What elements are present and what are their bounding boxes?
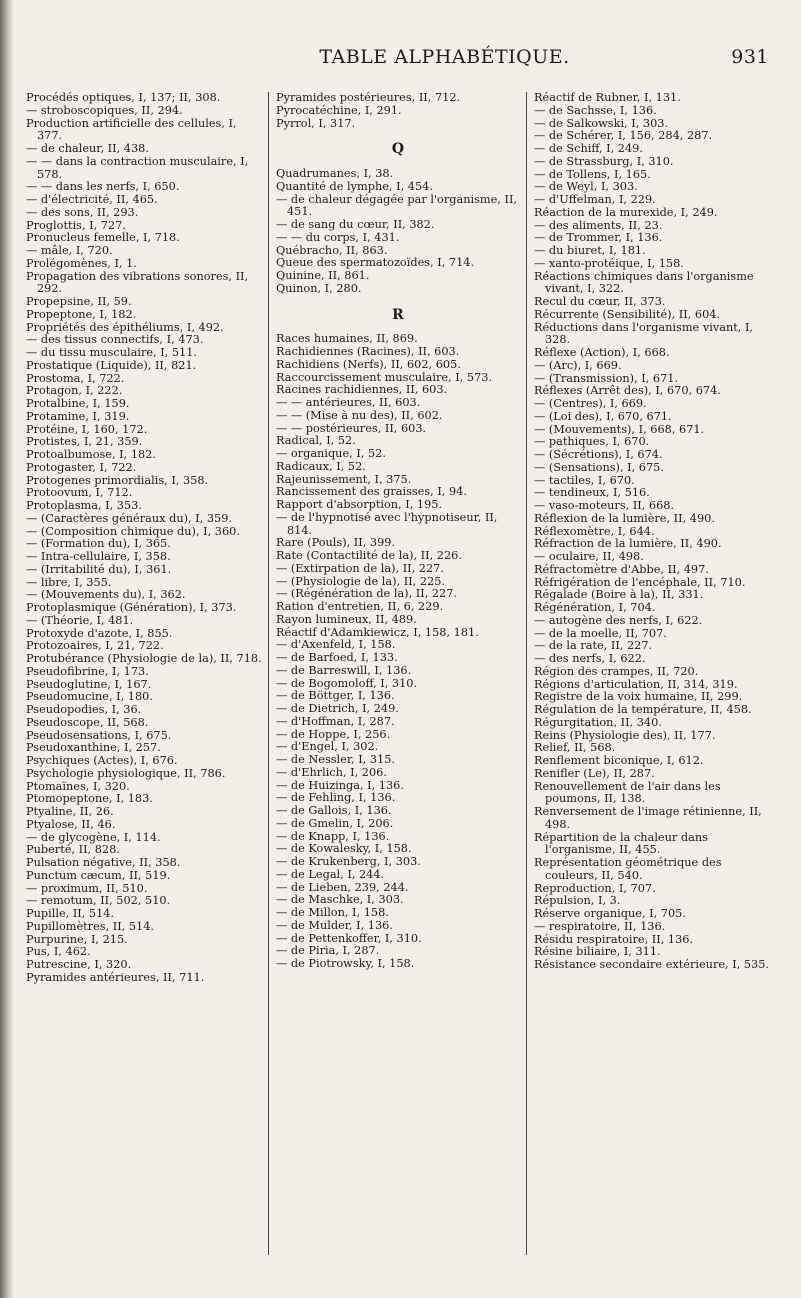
index-entry: — de Huizinga, I, 136. [276, 778, 404, 792]
index-entry: Pseudosensations, I, 675. [26, 728, 172, 742]
index-entry: — (Régénération de la), II, 227. [276, 587, 458, 601]
index-entry: Relief, II, 568. [534, 741, 616, 755]
index-entry: Reproduction, I, 707. [534, 881, 656, 895]
index-column-2 [276, 92, 520, 971]
index-entry: Réactions chimiques dans l'organisme vivant, I, 322. [534, 269, 754, 296]
index-entry: — des nerfs, I, 622. [534, 652, 646, 665]
section-letter-q: Q [391, 141, 405, 158]
index-entry: Quantité de lymphe, I, 454. [276, 179, 433, 193]
index-entry: — proximum, II, 510. [26, 881, 148, 895]
index-entry: — (Transmission), I, 671. [534, 371, 679, 385]
index-entry: Québracho, II, 863. [276, 243, 388, 257]
index-entry: Purpurine, I, 215. [26, 932, 128, 946]
index-entry: — de chaleur, II, 438. [26, 142, 149, 155]
index-entry: — de Millon, I, 158. [276, 906, 389, 919]
index-entry: Registre de la voix humaine, II, 299. [534, 690, 743, 704]
index-entry: — de Weyl, I, 303. [534, 180, 638, 194]
index-entry: — (Mouvements du), I, 362. [26, 588, 186, 602]
index-entry: Pseudopodies, I, 36. [26, 703, 142, 716]
index-entry: Pupillomètres, II, 514. [26, 919, 155, 933]
index-entry: — — postérieures, II, 603. [276, 421, 427, 435]
index-entry: Protamine, I, 319. [26, 409, 130, 423]
index-entry: Régurgitation, II, 340. [534, 715, 662, 729]
index-entry: — (Loi des), I, 670, 671. [534, 409, 672, 423]
index-entry: — de Bogomoloff, I, 310. [276, 676, 418, 690]
index-entry: — (Composition chimique du), I, 360. [26, 524, 240, 538]
index-entry: — de Nessler, I, 315. [276, 753, 395, 766]
index-entry: — libre, I, 355. [26, 575, 112, 589]
index-entry: Régalade (Boire à la), II, 331. [534, 588, 704, 602]
index-entry: — de sang du cœur, II, 382. [276, 218, 435, 231]
index-entry: Quinon, I, 280. [276, 281, 362, 295]
index-entry: Régulation de la température, II, 458. [534, 703, 752, 716]
index-entry: Répartition de la chaleur dans l'organisme, II, 455. [534, 830, 708, 857]
index-entry: — stroboscopiques, II, 294. [26, 103, 183, 117]
index-entry: Ptyalose, II, 46. [26, 817, 116, 831]
index-entry: Pupille, II, 514. [26, 907, 115, 920]
index-entry: — (Physiologie de la), II, 225. [276, 574, 446, 588]
page-number: 931 [731, 46, 769, 68]
index-entry: Renflement biconique, I, 612. [534, 754, 704, 767]
index-entry: — de l'hypnotisé avec l'hypnotiseur, II, 814. [276, 510, 498, 537]
index-entry: Protozoaires, I, 21, 722. [26, 639, 164, 653]
index-entry: Réflexomètre, I, 644. [534, 524, 655, 538]
index-entry: Rate (Contactilité de la), II, 226. [276, 549, 462, 562]
index-column-3 [534, 92, 774, 972]
index-entry: — de Sachsse, I, 136. [534, 103, 657, 117]
index-entry: Quinine, II, 861. [276, 269, 370, 282]
index-entry: — de Piotrowsky, I, 158. [276, 957, 415, 970]
index-entry: Puberté, II, 828. [26, 843, 120, 857]
index-entry: Renouvellement de l'air dans les poumons, II, 138. [534, 779, 721, 806]
index-entry: — de Barreswill, I, 136. [276, 663, 412, 677]
index-entry: — vaso-moteurs, II, 668. [534, 499, 675, 512]
index-entry: — de Hoppe, I, 256. [276, 727, 391, 741]
index-entry: Radical, I, 52. [276, 434, 356, 448]
index-entry: Raccourcissement musculaire, I, 573. [276, 370, 493, 384]
index-entry: — de Schiff, I, 249. [534, 142, 643, 155]
index-entry: Rancissement des graisses, I, 94. [276, 485, 467, 499]
index-entry: — de Strassburg, I, 310. [534, 154, 674, 168]
index-entry: — de Piria, I, 287. [276, 944, 380, 958]
index-entry: — tactiles, I, 670. [534, 473, 635, 487]
index-entry: Propepsine, II, 59. [26, 295, 132, 308]
index-entry: — de Lieben, 239, 244. [276, 880, 409, 894]
index-entry: — de Mulder, I, 136. [276, 918, 393, 932]
index-entry: — (Sensations), I, 675. [534, 460, 664, 474]
index-entry: — (Centres), I, 669. [534, 397, 647, 410]
index-entry: — des aliments, II, 23. [534, 218, 663, 232]
index-entry: Pyramides postérieures, II, 712. [276, 91, 461, 104]
index-entry: — mâle, I, 720. [26, 244, 113, 257]
index-entry: — de Gmelin, I, 206. [276, 816, 394, 830]
index-entry: — (Irritabilité du), I, 361. [26, 562, 172, 576]
index-entry: Protistes, I, 21, 359. [26, 435, 143, 449]
index-entry: — — (Mise à nu des), II, 602. [276, 408, 443, 422]
index-entry: Production artificielle des cellules, I, 377. [26, 116, 237, 143]
index-entry: Rapport d'absorption, I, 195. [276, 498, 443, 511]
section-r-entries [276, 333, 520, 971]
index-entry: Protoplasmique (Génération), I, 373. [26, 601, 237, 614]
index-entry: Psychologie physiologique, II, 786. [26, 766, 226, 780]
index-entry: Réfractomètre d'Abbe, II, 497. [534, 562, 709, 576]
index-entry: — de Kowalesky, I, 158. [276, 842, 412, 856]
index-entry: — de Barfoed, I, 133. [276, 651, 398, 664]
index-entry: — de Legal, I, 244. [276, 867, 385, 881]
index-entry: Récurrente (Sensibilité), II, 604. [534, 307, 721, 321]
index-entry: Ptyaline, II, 26. [26, 805, 114, 818]
index-entry: — de Tollens, I, 165. [534, 167, 651, 181]
index-entry: Réductions dans l'organisme vivant, I, 328. [534, 320, 753, 347]
index-entry: Protoovum, I, 712. [26, 486, 133, 500]
index-entry: — Intra-cellulaire, I, 358. [26, 550, 171, 563]
index-entry: — (Sécrétions), I, 674. [534, 448, 663, 461]
index-entry: Pseudoglutine, I, 167. [26, 677, 152, 691]
index-entry: Réserve organique, I, 705. [534, 907, 686, 920]
index-entry: — d'Axenfeld, I, 158. [276, 638, 396, 652]
index-entry: Pus, I, 462. [26, 945, 91, 959]
index-entry: Races humaines, II, 869. [276, 332, 418, 346]
index-entry: Rachidiens (Nerfs), II, 602, 605. [276, 357, 461, 371]
index-entry: Régions d'articulation, II, 314, 319. [534, 677, 738, 691]
index-entry: Pseudomucine, I, 180. [26, 690, 153, 704]
index-entry: — (Arc), I, 669. [534, 358, 622, 372]
index-entry: Racines rachidiennes, II, 603. [276, 383, 448, 397]
index-entry: — autogène des nerfs, I, 622. [534, 613, 703, 627]
index-entry: — de Krukenberg, I, 303. [276, 855, 421, 868]
index-entry: — remotum, II, 502, 510. [26, 894, 171, 908]
index-entry: Réactif de Rubner, I, 131. [534, 91, 681, 104]
index-entry: Recul du cœur, II, 373. [534, 295, 666, 308]
index-column-1 [26, 92, 262, 985]
index-entry: — d'Uffelman, I, 229. [534, 193, 656, 206]
index-entry: — tendineux, I, 516. [534, 486, 650, 500]
index-entry: Représentation géométrique des couleurs, II, 540. [534, 856, 722, 882]
index-entry: — de Pettenkoffer, I, 310. [276, 931, 422, 945]
index-entry: Ration d'entretien, II, 6, 229. [276, 600, 444, 613]
index-entry: Prostoma, I, 722. [26, 371, 125, 385]
index-entry: Renifler (Le), II, 287. [534, 766, 655, 780]
index-entry: Pyrocatéchine, I, 291. [276, 103, 402, 117]
index-entry: — de la rate, II, 227. [534, 639, 653, 653]
index-entry: — — dans les nerfs, I, 650. [26, 180, 180, 194]
index-entry: Reins (Physiologie des), II, 177. [534, 728, 716, 742]
index-entry: — de Salkowski, I, 303. [534, 116, 669, 130]
index-entry: Rachidiennes (Racines), II, 603. [276, 345, 460, 358]
index-entry: — oculaire, II, 498. [534, 550, 644, 563]
index-entry: — des sons, II, 293. [26, 205, 139, 219]
index-entry: Rayon lumineux, II, 489. [276, 612, 417, 626]
index-entry: Pyramides antérieures, II, 711. [26, 970, 205, 984]
index-entry: Propriétés des épithéliums, I, 492. [26, 320, 224, 334]
column-divider-2 [526, 92, 527, 1255]
index-entry: — des tissus connectifs, I, 473. [26, 333, 204, 347]
index-entry: Prostatique (Liquide), II, 821. [26, 358, 197, 372]
index-entry: Propagation des vibrations sonores, II, 292. [26, 269, 249, 296]
index-entry: — d'Hoffman, I, 287. [276, 714, 395, 728]
index-entry: — (Caractères généraux du), I, 359. [26, 511, 232, 525]
index-entry: — — du corps, I, 431. [276, 230, 400, 244]
section-q-entries [276, 168, 520, 296]
column-divider-1 [268, 92, 269, 1255]
index-entry: Pyrrol, I, 317. [276, 116, 356, 130]
index-entry: Répulsion, I, 3. [534, 894, 621, 908]
column-2-top-entries [276, 92, 520, 130]
index-entry: — — dans la contraction musculaire, I, 578. [26, 154, 249, 181]
index-entry: Pronucleus femelle, I, 718. [26, 231, 180, 245]
index-entry: Réactif d'Adamkiewicz, I, 158, 181. [276, 625, 479, 639]
index-entry: Protoxyde d'azote, I, 855. [26, 626, 173, 640]
index-entry: — de Knapp, I, 136. [276, 829, 390, 843]
index-entry: — de Böttger, I, 136. [276, 689, 395, 703]
index-entry: — d'électricité, II, 465. [26, 193, 158, 206]
index-entry: Réfrigération de l'encéphale, II, 710. [534, 575, 746, 589]
index-entry: Résistance secondaire extérieure, I, 535. [534, 958, 770, 971]
index-entry: — de la moelle, II, 707. [534, 626, 667, 640]
index-entry: Région des crampes, II, 720. [534, 664, 699, 678]
index-entry: — de Dietrich, I, 249. [276, 702, 399, 715]
index-entry: — — antérieures, II, 603. [276, 396, 421, 409]
index-entry: Procédés optiques, I, 137; II, 308. [26, 91, 221, 104]
index-entry: Proglottis, I, 727. [26, 218, 126, 232]
index-entry: Régénération, I, 704. [534, 601, 656, 614]
index-entry: Psychiques (Actes), I, 676. [26, 754, 178, 767]
index-entry: — (Formation du), I, 365. [26, 537, 171, 551]
index-entry: — du biuret, I, 181. [534, 244, 646, 257]
index-entry: Renversement de l'image rétinienne, II, 498. [534, 805, 762, 831]
page-header [120, 46, 769, 76]
index-entry: — respiratoire, II, 136. [534, 919, 666, 933]
index-entry: Ptomaïnes, I, 320. [26, 779, 130, 793]
index-entry: — du tissu musculaire, I, 511. [26, 346, 198, 359]
index-entry: Réflexe (Action), I, 668. [534, 346, 670, 359]
index-entry: Pulsation négative, II, 358. [26, 856, 181, 869]
index-entry: — de chaleur dégagée par l'organisme, II, 451. [276, 192, 518, 219]
index-entry: Résidu respiratoire, II, 136. [534, 932, 694, 946]
index-entry: — (Extirpation de la), II, 227. [276, 561, 444, 575]
book-spine-shadow [0, 0, 14, 1298]
index-entry: Pseudoscope, II, 568. [26, 715, 149, 729]
index-entry: — de glycogène, I, 114. [26, 830, 161, 844]
index-entry: Réaction de la murexide, I, 249. [534, 205, 718, 219]
index-entry: Rare (Pouls), II, 399. [276, 536, 396, 550]
index-entry: — d'Engel, I, 302. [276, 740, 379, 754]
running-title: TABLE ALPHABÉTIQUE. [319, 46, 570, 68]
index-entry: Protubérance (Physiologie de la), II, 718. [26, 652, 262, 665]
index-entry: Protéine, I, 160, 172. [26, 422, 148, 436]
index-entry: Pseudoxanthine, I, 257. [26, 741, 161, 755]
index-entry: — d'Ehrlich, I, 206. [276, 765, 387, 779]
index-entry: Radicaux, I, 52. [276, 459, 366, 473]
index-entry: — xanto-protéique, I, 158. [534, 256, 684, 270]
index-entry: Protoalbumose, I, 182. [26, 448, 156, 461]
index-entry: — de Gallois, I, 136. [276, 804, 392, 817]
index-entry: — de Fehling, I, 136. [276, 791, 396, 805]
index-entry: Résine biliaire, I, 311. [534, 945, 661, 959]
index-entry: — organique, I, 52. [276, 447, 386, 460]
index-entry: Protagon, I, 222. [26, 384, 123, 398]
index-entry: — de Schérer, I, 156, 284, 287. [534, 129, 713, 143]
index-entry: Punctum cæcum, II, 519. [26, 868, 171, 882]
index-entry: Protogenes primordialis, I, 358. [26, 473, 209, 487]
index-entry: Pseudofibrine, I, 173. [26, 664, 149, 678]
index-entry: Réflexion de la lumière, II, 490. [534, 511, 715, 525]
index-entry: Protalbine, I, 159. [26, 397, 130, 410]
index-entry: Putrescine, I, 320. [26, 958, 132, 971]
index-entry: — (Théorie, I, 481. [26, 613, 134, 627]
index-entry: Réfraction de la lumière, II, 490. [534, 537, 722, 551]
index-entry: — pathiques, I, 670. [534, 435, 650, 449]
index-entry: Réflexes (Arrêt des), I, 670, 674. [534, 384, 721, 398]
index-entry: Protoplasma, I, 353. [26, 499, 142, 512]
index-entry: Protogaster, I, 722. [26, 460, 137, 474]
index-entry: Quadrumanes, I, 38. [276, 167, 394, 180]
index-entry: Ptomopeptone, I, 183. [26, 792, 153, 806]
index-entry: — de Maschke, I, 303. [276, 893, 404, 907]
index-entry: Propeptone, I, 182. [26, 307, 137, 321]
index-entry: Queue des spermatozoïdes, I, 714. [276, 256, 475, 270]
section-letter-r: R [392, 306, 404, 323]
index-entry: — de Trommer, I, 136. [534, 231, 663, 245]
index-entry: Prolégomènes, I, 1. [26, 256, 137, 270]
index-entry: — (Mouvements), I, 668, 671. [534, 422, 705, 436]
index-entry: Rajeunissement, I, 375. [276, 472, 412, 486]
